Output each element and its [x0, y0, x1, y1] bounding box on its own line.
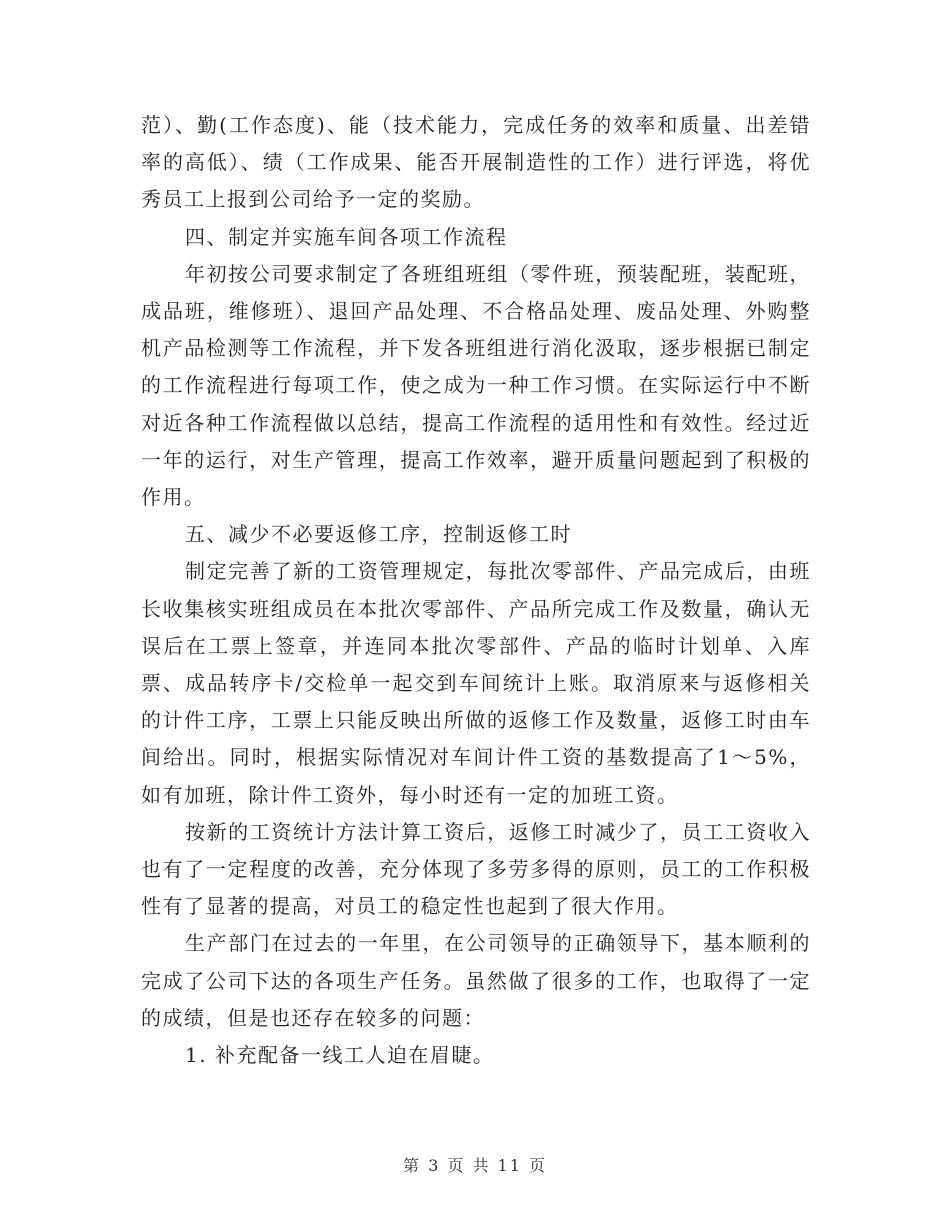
paragraph-2: 年初按公司要求制定了各班组班组（零件班，预装配班，装配班，成品班，维修班）、退回产品处理、不合格品处理、废品处理、外购整机产品检测等工作流程，并下发各班组进行消化汲取，逐步根据已制定的工作流程进行每项工作，使之成为一种工作习惯。在实际运行中不断对近各种工作流程做以总结，提高工作流程的适用性和有效性。经过近一年的运行，对生产管理，提高工作效率，避开质量问题起到了积极的作用。 [141, 261, 811, 510]
paragraph-1: 范）、勤(工作态度)、能（技术能力，完成任务的效率和质量、出差错率的高低）、绩（工作成果、能否开展制造性的工作）进行评选，将优秀员工上报到公司给予一定的奖励。 [141, 113, 811, 212]
list-item-1: 1. 补充配备一线工人迫在眉睫。 [185, 1043, 495, 1068]
page-number-footer: 第 3 页 共 11 页 [403, 1156, 547, 1175]
paragraph-3: 制定完善了新的工资管理规定，每批次零部件、产品完成后，由班长收集核实班组成员在本批次零部件、产品所完成工作及数量，确认无误后在工票上签章，并连同本批次零部件、产品的临时计划单、入库票、成品转序卡/交检单一起交到车间统计上账。取消原来与返修相关的计件工序，工票上只能反映出所做的返修工作及数量，返修工时由车间给出。同时，根据实际情况对车间计件工资的基数提高了1～5%，如有加班，除计件工资外，每小时还有一定的加班工资。 [141, 559, 811, 807]
section-heading-5: 五、减少不必要返修工序，控制返修工时 [185, 522, 572, 547]
document-body [141, 107, 811, 1074]
paragraph-4: 按新的工资统计方法计算工资后，返修工时减少了，员工工资收入也有了一定程度的改善，充分体现了多劳多得的原则，员工的工作积极性有了显著的提高，对员工的稳定性也起到了很大作用。 [141, 819, 811, 919]
paragraph-5: 生产部门在过去的一年里，在公司领导的正确领导下，基本顺利的完成了公司下达的各项生产任务。虽然做了很多的工作，也取得了一定的成绩，但是也还存在较多的问题： [141, 931, 811, 1030]
section-heading-4: 四、制定并实施车间各项工作流程 [185, 224, 508, 249]
